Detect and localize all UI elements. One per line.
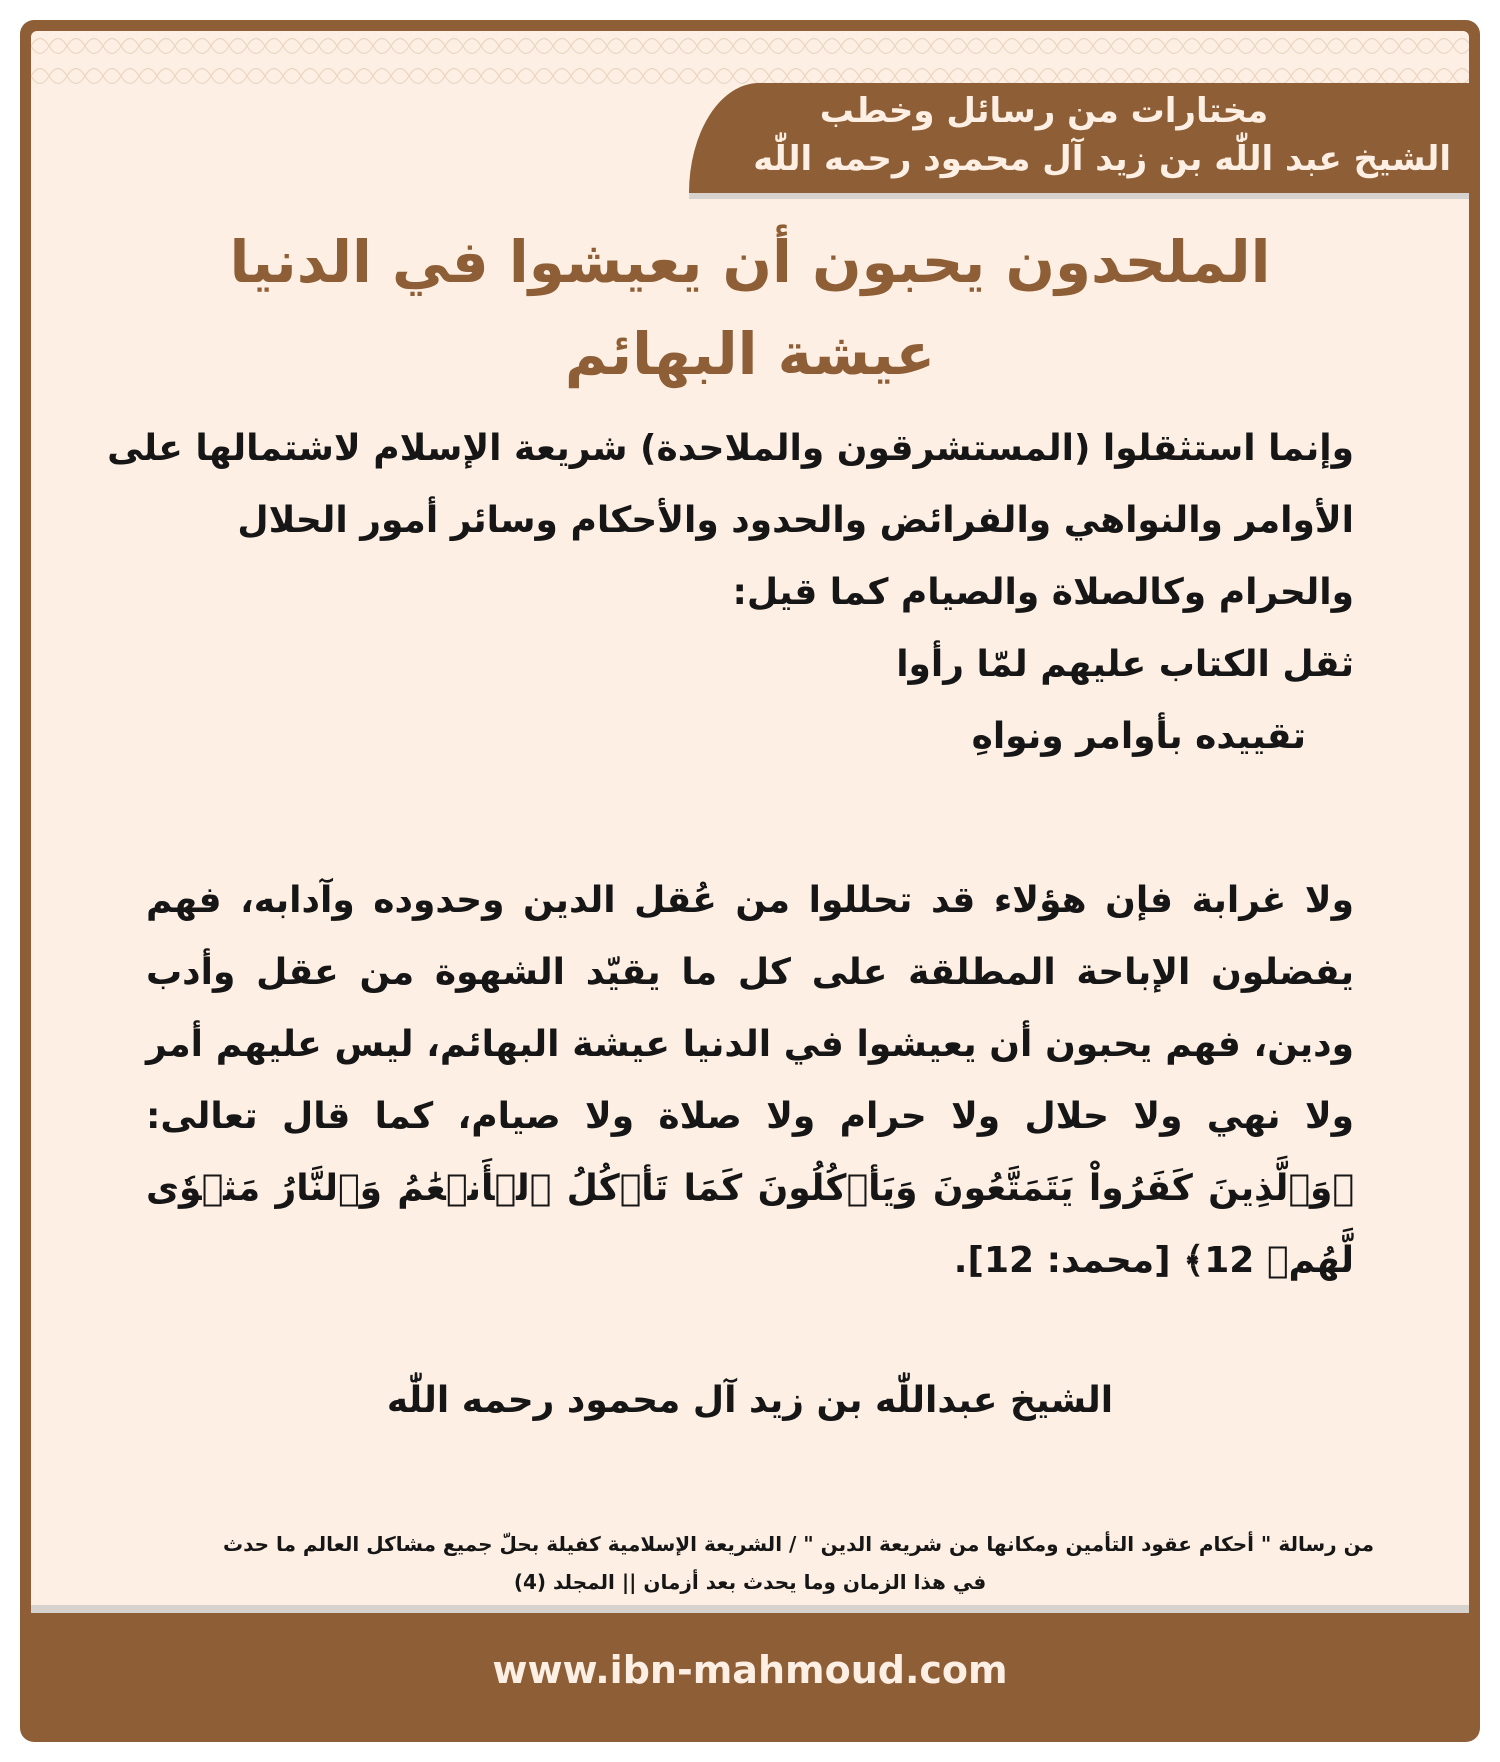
content-card xyxy=(31,31,1469,1605)
decorative-pattern xyxy=(31,31,1469,91)
paragraph-line: الأوامر والنواهي والفرائض والحدود والأحكام وسائر أمور الحلال xyxy=(237,500,1354,541)
page-title: الملحدون يحبون أن يعيشوا في الدنيا عيشة البهائم xyxy=(229,228,1271,388)
header-band xyxy=(689,83,1469,193)
website-link[interactable]: www.ibn-mahmoud.com xyxy=(492,1648,1008,1692)
paragraph-main: ولا غرابة فإن هؤلاء قد تحللوا من عُقل الدين وحدوده وآدابه، فهم يفضلون الإباحة المطلقة على كل ما يقيّد الشهوة من عقل وأدب ودين، فهم يحبون أن يعيشوا في الدنيا عيشة البهائم، ليس عليهم أمر ولا نهي ولا حلال ولا حرام ولا صلاة ولا صيام، كما قال تعالى: ﴿وَٱلَّذِينَ كَفَرُواْ يَتَمَتَّعُونَ وَيَأۡكُلُونَ كَمَا تَأۡكُلُ ٱلۡأَنۡعَٰمُ وَٱلنَّارُ مَثۡوٗى لَّهُمۡ 12﴾ [محمد: 12]. xyxy=(146,880,1354,1281)
signature: الشيخ عبداللّٰه بن زيد آل محمود رحمه اللّٰه xyxy=(386,1380,1114,1421)
divider xyxy=(31,1605,1469,1613)
source-line: في هذا الزمان وما يحدث بعد أزمان || المجلد (4) xyxy=(513,1570,987,1594)
source-citation xyxy=(126,1525,1374,1601)
poem-verse: تقييده بأوامر ونواهِ xyxy=(971,716,1306,757)
paragraph-line: وإنما استثقلوا (المستشرقون والملاحدة) شريعة الإسلام لاشتمالها على xyxy=(107,428,1354,469)
paragraph-intro xyxy=(107,413,1354,773)
source-line: من رسالة " أحكام عقود التأمين ومكانها من شريعة الدين " / الشريعة الإسلامية كفيلة بحلّ جميع مشاكل العالم ما حدث xyxy=(223,1532,1374,1556)
paragraph-line: والحرام وكالصلاة والصيام كما قيل: xyxy=(732,572,1354,613)
series-title: مختارات من رسائل وخطب xyxy=(819,91,1269,131)
poem-verse: ثقل الكتاب عليهم لمّا رأوا xyxy=(896,644,1354,685)
author-title: الشيخ عبد اللّٰه بن زيد آل محمود رحمه اللّٰه xyxy=(753,139,1451,179)
